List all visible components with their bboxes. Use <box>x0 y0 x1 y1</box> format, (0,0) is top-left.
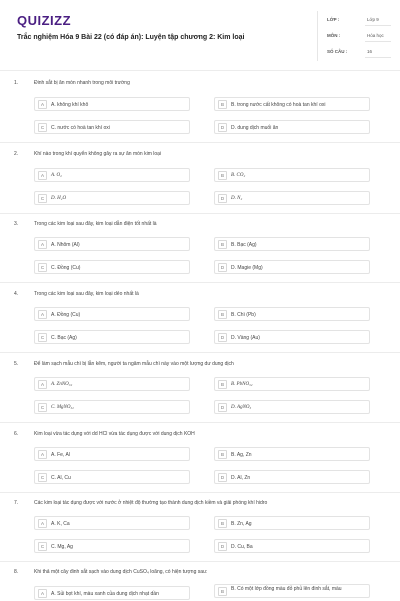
option-text: D. N₂ <box>231 196 243 201</box>
question-number: 4. <box>14 291 19 297</box>
option-text: A. Nhôm (Al) <box>51 242 80 248</box>
option-a[interactable] <box>34 447 190 461</box>
meta-box <box>317 11 391 61</box>
option-a[interactable] <box>34 307 190 321</box>
option-text: C. Bạc (Ag) <box>51 335 77 341</box>
option-text: D. H₂O <box>51 196 67 201</box>
question-stem: Đinh sắt bị ăn mòn nhanh trong môi trường <box>34 80 130 86</box>
option-text: C. MgNO₃₂ <box>51 405 74 410</box>
option-text: C. nước có hoà tan khí oxi <box>51 125 110 131</box>
option-d[interactable] <box>214 120 370 134</box>
question-stem: Để làm sạch mẫu chì bị lẫn kẽm, người ta ngâm mẫu chì này vào một lượng dư dung dịch <box>34 361 234 367</box>
option-letter: B <box>218 450 227 459</box>
option-letter: A <box>38 450 47 459</box>
option-text: D. Vàng (Au) <box>231 335 260 341</box>
question-stem: Kim loại vừa tác dụng với dd HCl vừa tác dụng được với dung dịch KOH <box>34 431 195 437</box>
option-text: B. Bạc (Ag) <box>231 242 257 248</box>
option-d[interactable] <box>214 260 370 274</box>
option-letter: A <box>38 100 47 109</box>
option-a[interactable] <box>34 97 190 111</box>
question-stem: Khi thả một cây đinh sắt sạch vào dung dịch CuSO₄ loãng, có hiện tượng sau: <box>34 569 208 575</box>
option-a[interactable] <box>34 516 190 530</box>
option-text: B. CO₂ <box>231 173 246 178</box>
option-c[interactable] <box>34 191 190 205</box>
question-divider <box>0 492 400 493</box>
option-letter: C <box>38 333 47 342</box>
option-letter: A <box>38 310 47 319</box>
option-text: A. Sủi bọt khí, màu xanh của dung dịch nhạt dần <box>51 591 159 597</box>
option-text: D. dung dịch muối ăn <box>231 125 279 131</box>
option-c[interactable] <box>34 330 190 344</box>
option-letter: C <box>38 473 47 482</box>
question-divider <box>0 213 400 214</box>
option-letter: C <box>38 194 47 203</box>
option-text: A. K, Ca <box>51 521 70 527</box>
option-letter: C <box>38 542 47 551</box>
option-text: D. AgNO₃ <box>231 405 252 410</box>
option-b[interactable] <box>214 307 370 321</box>
option-letter: D <box>218 473 227 482</box>
question-number: 7. <box>14 500 19 506</box>
question-number: 1. <box>14 80 19 86</box>
question-divider <box>0 142 400 143</box>
option-text: B. trong nước cất không có hoà tan khí oxi <box>231 102 326 108</box>
option-c[interactable] <box>34 400 190 414</box>
option-c[interactable] <box>34 539 190 553</box>
option-text: C. Al, Cu <box>51 475 71 481</box>
option-text: C. Đồng (Cu) <box>51 265 81 271</box>
option-d[interactable] <box>214 470 370 484</box>
option-letter: D <box>218 194 227 203</box>
question-number: 2. <box>14 151 19 157</box>
question-divider <box>0 422 400 423</box>
meta-value: 16 <box>367 49 373 54</box>
option-letter: A <box>38 380 47 389</box>
meta-label: SỐ CÂU : <box>327 49 348 54</box>
question-divider <box>0 282 400 283</box>
option-letter: D <box>218 333 227 342</box>
option-d[interactable] <box>214 330 370 344</box>
option-text: C. Mg, Ag <box>51 544 73 550</box>
option-b[interactable] <box>214 237 370 251</box>
meta-count <box>323 45 393 59</box>
option-text: A. Đồng (Cu) <box>51 312 81 318</box>
option-letter: B <box>218 310 227 319</box>
option-c[interactable] <box>34 120 190 134</box>
option-d[interactable] <box>214 191 370 205</box>
option-a[interactable] <box>34 168 190 182</box>
question-divider <box>0 561 400 562</box>
option-letter: B <box>218 100 227 109</box>
option-text: D. Cu, Ba <box>231 544 253 550</box>
option-a[interactable] <box>34 586 190 600</box>
option-letter: C <box>38 263 47 272</box>
header-divider <box>0 70 400 71</box>
question-number: 8. <box>14 569 19 575</box>
option-letter: B <box>218 380 227 389</box>
question-divider <box>0 352 400 353</box>
meta-grade <box>323 13 393 27</box>
option-text: A. Fe, Al <box>51 452 70 458</box>
question-stem: Trong các kim loại sau đây, kim loại dẫn điện tốt nhất là <box>34 221 157 227</box>
option-letter: D <box>218 123 227 132</box>
option-a[interactable] <box>34 237 190 251</box>
option-a[interactable] <box>34 377 190 391</box>
option-text: B. Chì (Pb) <box>231 312 256 318</box>
worksheet-title: Trắc nghiệm Hóa 9 Bài 22 (có đáp án): Luyện tập chương 2: Kim loại <box>17 34 245 41</box>
option-c[interactable] <box>34 260 190 274</box>
option-b[interactable] <box>214 97 370 111</box>
meta-value: Lớp 9 <box>367 17 379 22</box>
question-number: 3. <box>14 221 19 227</box>
question-stem: Trong các kim loại sau đây, kim loại dẻo nhất là <box>34 291 139 297</box>
meta-label: MÔN : <box>327 33 341 38</box>
option-letter: D <box>218 542 227 551</box>
meta-value: Hóa học <box>367 33 384 38</box>
option-letter: C <box>38 123 47 132</box>
meta-label: LỚP : <box>327 17 340 22</box>
option-letter: B <box>218 240 227 249</box>
option-b[interactable] <box>214 584 370 598</box>
option-text: B. Có một lớp đồng màu đỏ phủ lên đinh sắt, màu <box>231 586 342 592</box>
option-text: A. không khí khô <box>51 102 89 108</box>
option-letter: B <box>218 587 227 596</box>
question-number: 6. <box>14 431 19 437</box>
option-letter: A <box>38 589 47 598</box>
option-letter: B <box>218 171 227 180</box>
meta-subject <box>323 29 393 43</box>
option-b[interactable] <box>214 447 370 461</box>
option-text: D. Magie (Mg) <box>231 265 263 271</box>
option-letter: C <box>38 403 47 412</box>
option-text: A. ZnNO₃₂ <box>51 382 73 387</box>
option-text: B. PbNO₃₂ <box>231 382 253 387</box>
quizizz-logo: QUIZIZZ <box>17 13 72 28</box>
option-text: B. Ag, Zn <box>231 452 252 458</box>
option-d[interactable] <box>214 400 370 414</box>
option-letter: A <box>38 171 47 180</box>
option-text: D. Al, Zn <box>231 475 251 481</box>
option-letter: A <box>38 519 47 528</box>
option-c[interactable] <box>34 470 190 484</box>
option-b[interactable] <box>214 516 370 530</box>
option-letter: D <box>218 403 227 412</box>
question-stem: Các kim loại tác dụng được với nước ở nhiệt độ thường tạo thành dung dịch kiềm và giải phóng khí hidro <box>34 500 268 506</box>
option-letter: D <box>218 263 227 272</box>
option-letter: B <box>218 519 227 528</box>
option-letter: A <box>38 240 47 249</box>
worksheet-header <box>0 0 400 72</box>
option-b[interactable] <box>214 168 370 182</box>
question-stem: Khí nào trong khí quyển không gây ra sự ăn mòn kim loại <box>34 151 162 157</box>
option-text: B. Zn, Ag <box>231 521 252 527</box>
option-d[interactable] <box>214 539 370 553</box>
option-text: A. O₂ <box>51 173 62 178</box>
option-b[interactable] <box>214 377 370 391</box>
question-number: 5. <box>14 361 19 367</box>
